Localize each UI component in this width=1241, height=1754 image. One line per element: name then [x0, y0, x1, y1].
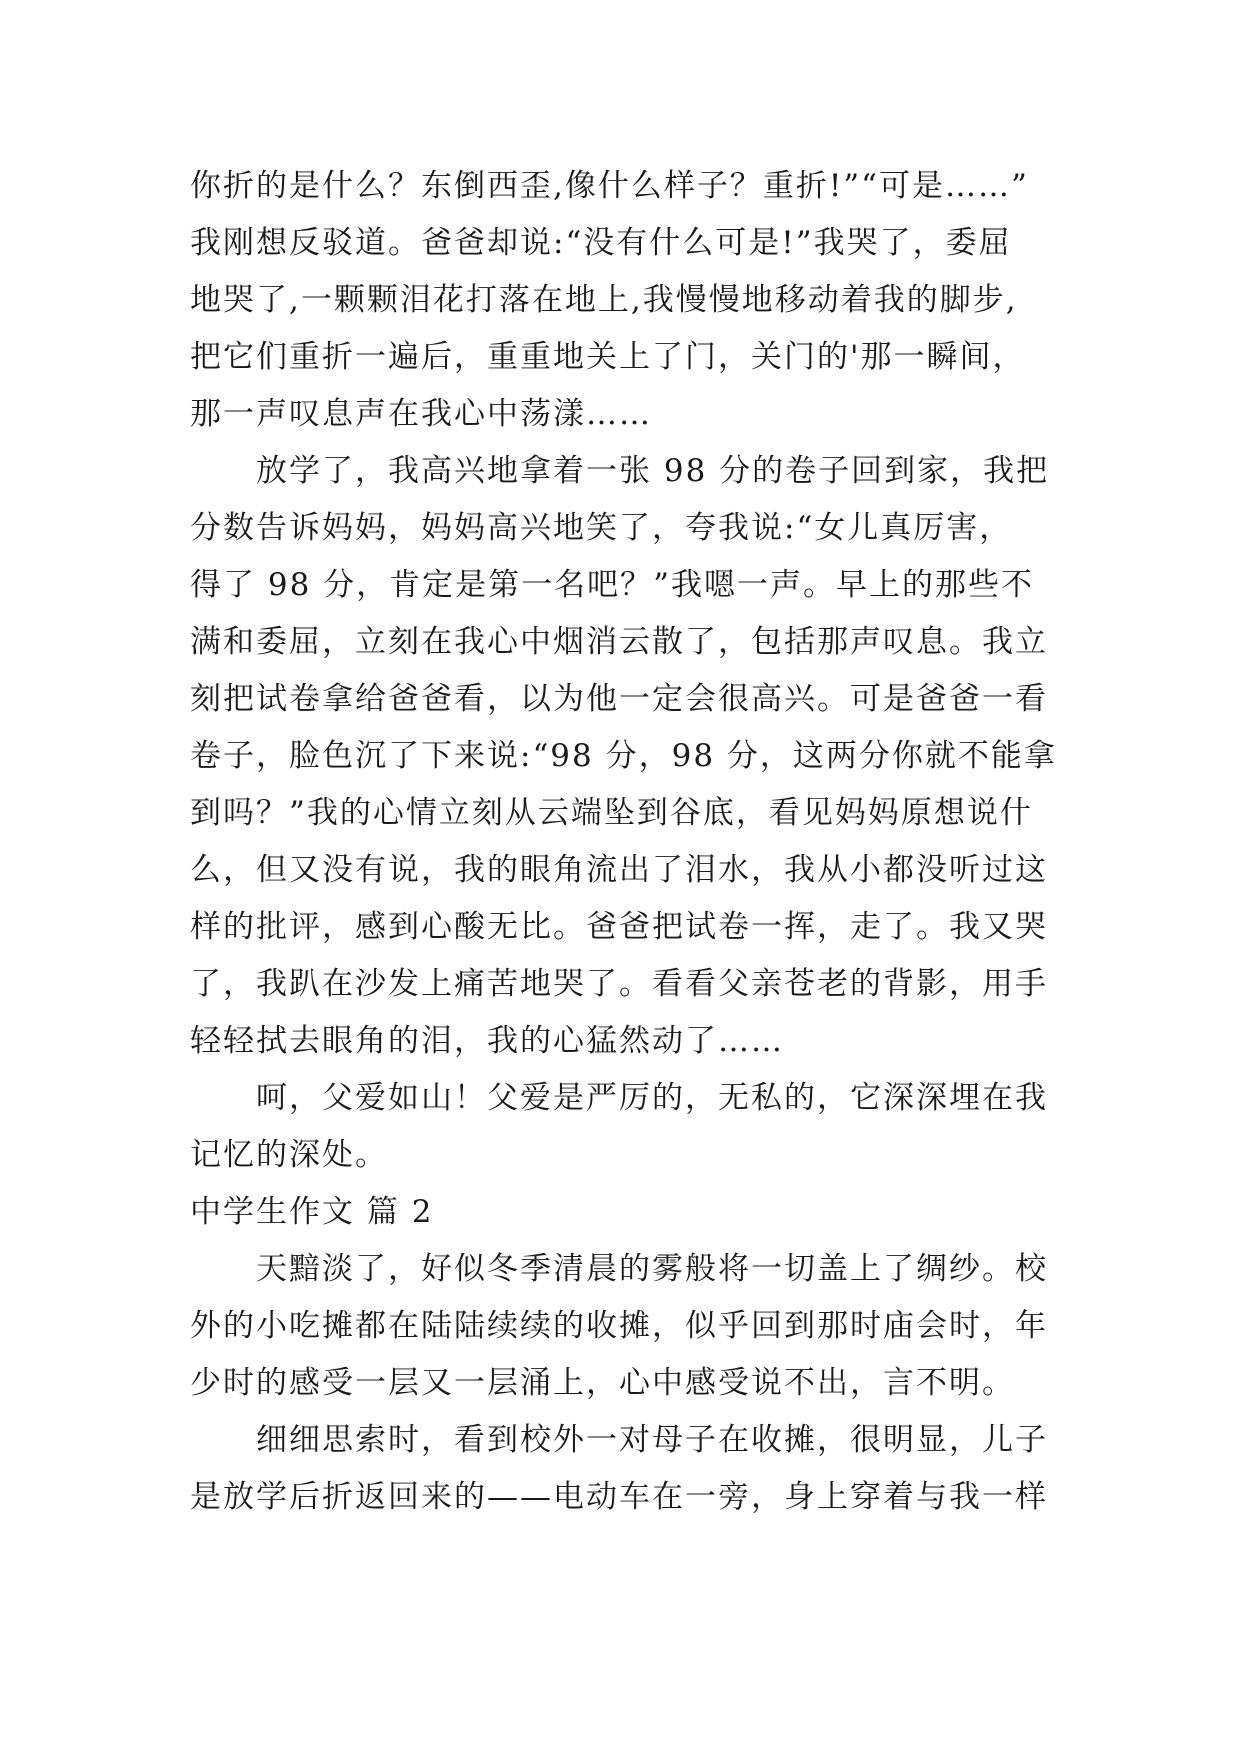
text-line: 满和委屈，立刻在我心中烟消云散了，包括那声叹息。我立: [190, 624, 1048, 660]
text-line: 我刚想反驳道。爸爸却说:“没有什么可是!”我哭了，委屈: [190, 225, 1012, 261]
text-line: 得了 98 分，肯定是第一名吧？”我嗯一声。早上的那些不: [190, 567, 1034, 603]
text-line: 记忆的深处。: [190, 1137, 388, 1173]
text-line: 少时的感受一层又一层涌上，心中感受说不出，言不明。: [190, 1365, 1015, 1401]
text-line: 把它们重折一遍后，重重地关上了门，关门的'那一瞬间，: [190, 339, 1026, 375]
paragraph-start-line: 呵，父爱如山！父爱是严厉的，无私的，它深深埋在我: [256, 1080, 1048, 1116]
text-line: 卷子，脸色沉了下来说:“98 分，98 分，这两分你就不能拿: [190, 738, 1057, 774]
paragraph-start-line: 细细思索时，看到校外一对母子在收摊，很明显，儿子: [256, 1422, 1048, 1458]
text-line: 你折的是什么？东倒西歪,像什么样子？重折!”“可是……”: [190, 168, 1029, 204]
paragraph-start-line: 天黯淡了，好似冬季清晨的雾般将一切盖上了绸纱。校: [256, 1251, 1048, 1287]
text-line: 了，我趴在沙发上痛苦地哭了。看看父亲苍老的背影，用手: [190, 966, 1048, 1002]
text-line: 么，但又没有说，我的眼角流出了泪水，我从小都没听过这: [190, 852, 1048, 888]
body-text: [190, 158, 1057, 1526]
text-line: 样的批评，感到心酸无比。爸爸把试卷一挥，走了。我又哭: [190, 909, 1048, 945]
text-line: 是放学后折返回来的——电动车在一旁，身上穿着与我一样: [190, 1479, 1048, 1515]
paragraph-start-line: 放学了，我高兴地拿着一张 98 分的卷子回到家，我把: [256, 453, 1050, 489]
text-line: 地哭了,一颗颗泪花打落在地上,我慢慢地移动着我的脚步,: [190, 282, 1018, 318]
text-line: 分数告诉妈妈，妈妈高兴地笑了，夸我说:“女儿真厉害，: [190, 510, 1013, 546]
text-line: 那一声叹息声在我心中荡漾……: [190, 396, 652, 432]
text-line: 刻把试卷拿给爸爸看，以为他一定会很高兴。可是爸爸一看: [190, 681, 1048, 717]
text-line: 外的小吃摊都在陆陆续续的收摊，似乎回到那时庙会时，年: [190, 1308, 1048, 1344]
text-line: 到吗？”我的心情立刻从云端坠到谷底，看见妈妈原想说什: [190, 795, 1033, 831]
section-heading: 中学生作文 篇 2: [190, 1194, 434, 1230]
text-line: 轻轻拭去眼角的泪，我的心猛然动了……: [190, 1023, 784, 1059]
